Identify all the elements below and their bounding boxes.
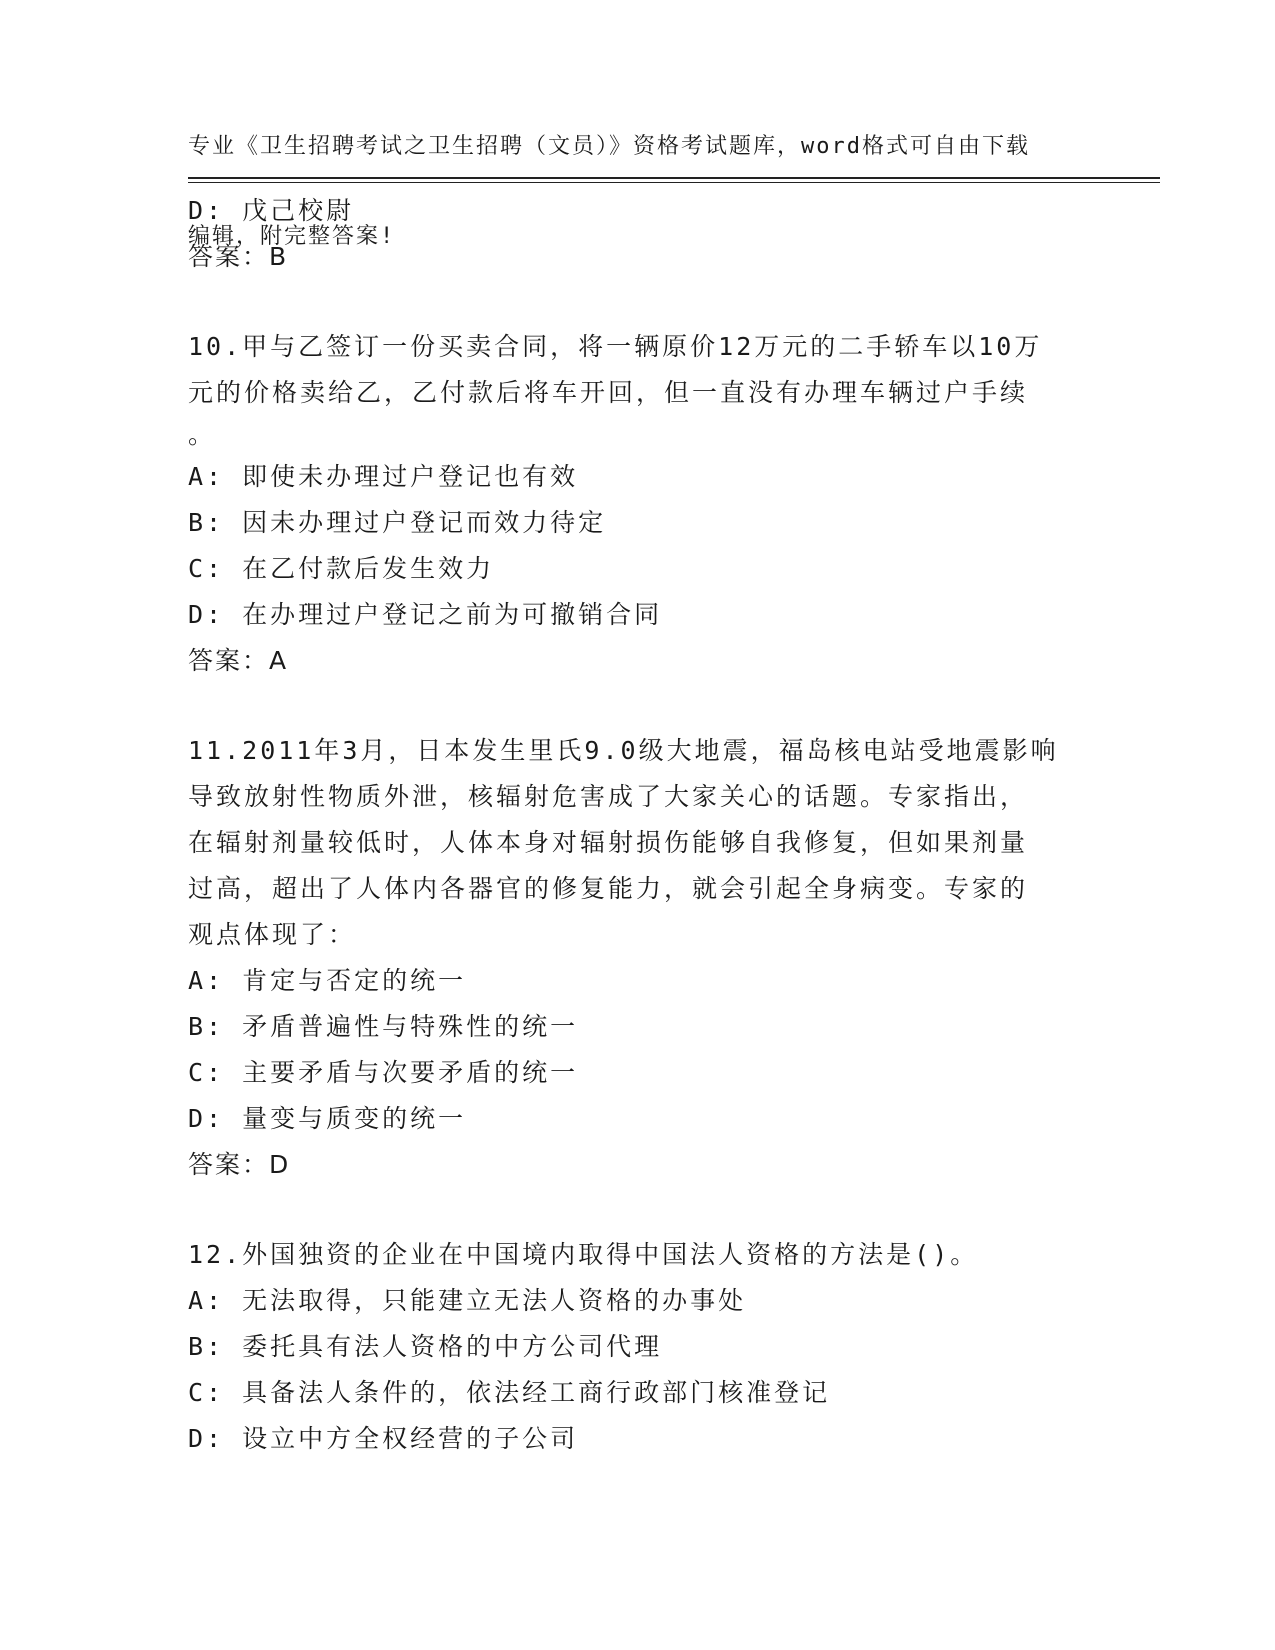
header-line-2: 编辑，附完整答案! (188, 224, 396, 249)
answer-line: 答案：D (188, 1150, 291, 1179)
header-line-1: 专业《卫生招聘考试之卫生招聘（文员）》资格考试题库，word格式可自由下载 (188, 134, 1030, 159)
header-divider (188, 177, 1160, 183)
question-10 (188, 324, 1088, 684)
option-b: B: 矛盾普遍性与特殊性的统一 (188, 1012, 579, 1041)
question-stem-line: 元的价格卖给乙，乙付款后将车开回，但一直没有办理车辆过户手续 (188, 378, 1029, 407)
question-stem-line: 过高，超出了人体内各器官的修复能力，就会引起全身病变。专家的 (188, 874, 1029, 903)
option-a: A: 无法取得，只能建立无法人资格的办事处 (188, 1286, 747, 1315)
question-stem-line: 观点体现了： (188, 920, 357, 949)
question-stem-line: 12.外国独资的企业在中国境内取得中国法人资格的方法是()。 (188, 1240, 979, 1269)
option-b: B: 委托具有法人资格的中方公司代理 (188, 1332, 663, 1361)
option-c: C: 在乙付款后发生效力 (188, 554, 495, 583)
question-stem-line: 10.甲与乙签订一份买卖合同，将一辆原价12万元的二手轿车以10万 (188, 332, 1043, 361)
question-11 (188, 728, 1088, 1188)
question-12 (188, 1232, 1088, 1462)
option-c: C: 具备法人条件的，依法经工商行政部门核准登记 (188, 1378, 831, 1407)
option-a: A: 肯定与否定的统一 (188, 966, 467, 995)
answer-line: 答案：B (188, 242, 289, 271)
option-d: D: 戊己校尉 (188, 196, 355, 225)
option-b: B: 因未办理过户登记而效力待定 (188, 508, 607, 537)
option-d: D: 量变与质变的统一 (188, 1104, 467, 1133)
option-a: A: 即使未办理过户登记也有效 (188, 462, 579, 491)
question-stem-line: 11.2011年3月，日本发生里氏9.0级大地震，福岛核电站受地震影响 (188, 736, 1059, 765)
question-stem-line: 。 (188, 420, 217, 449)
option-c: C: 主要矛盾与次要矛盾的统一 (188, 1058, 579, 1087)
question-stem-line: 导致放射性物质外泄，核辐射危害成了大家关心的话题。专家指出， (188, 782, 1029, 811)
answer-line: 答案：A (188, 646, 289, 675)
option-d: D: 在办理过户登记之前为可撤销合同 (188, 600, 663, 629)
question-content (188, 188, 1088, 1462)
question-stem-line: 在辐射剂量较低时，人体本身对辐射损伤能够自我修复，但如果剂量 (188, 828, 1029, 857)
option-d: D: 设立中方全权经营的子公司 (188, 1424, 579, 1453)
